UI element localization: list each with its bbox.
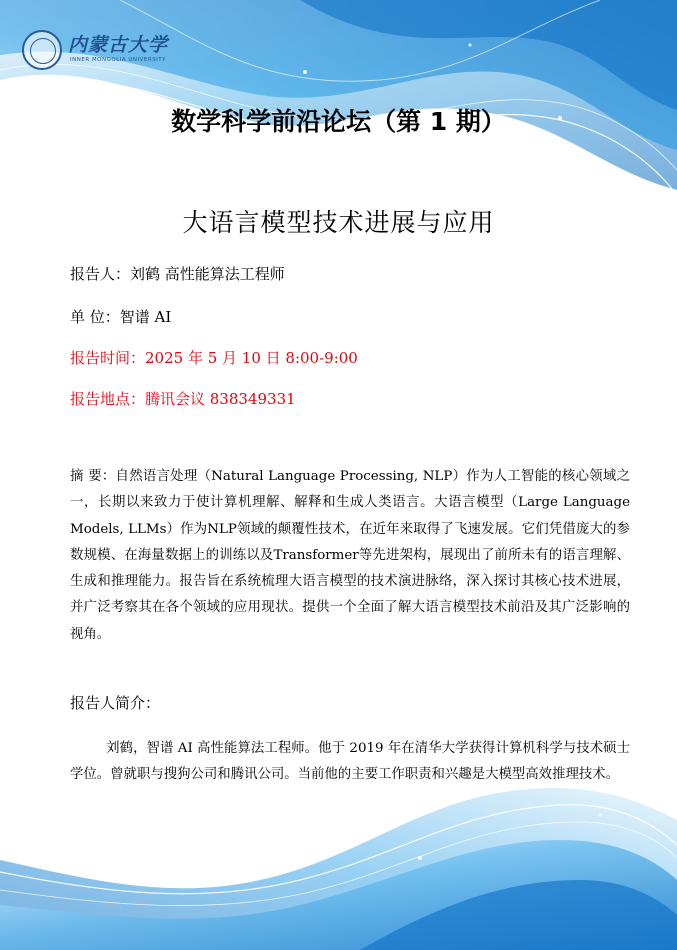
abstract-label: 摘 要： — [70, 469, 116, 484]
bio-heading: 报告人简介： — [70, 694, 161, 712]
talk-title: 大语言模型技术进展与应用 — [182, 208, 495, 237]
university-seal-icon — [22, 30, 62, 70]
location-line: 报告地点：腾讯会议 838349331 — [70, 390, 296, 408]
abstract-section — [70, 464, 630, 648]
time-line: 报告时间：2025 年 5 月 10 日 8:00-9:00 — [70, 349, 358, 367]
abstract-text: 自然语言处理（Natural Language Processing, NLP）作为人工智能的核心领域之一，长期以来致力于使计算机理解、解释和生成人类语言。大语言模型（Large Language Models, LLMs）作为NLP领域的颠覆性技术，在近年来取得了飞速发展。它们凭借庞大的参数规模、在海量数据上的训练以及Transformer等先进架构，展现出了前所未有的语言理解、生成和推理能力。报告旨在系统梳理大语言模型的技术演进脉络，深入探讨其核心技术进展，并广泛考察其在各个领域的应用现状。提供一个全面了解大语言模型技术前沿及其广泛影响的视角。 — [70, 469, 630, 642]
speaker-line: 报告人：刘鹤 高性能算法工程师 — [70, 265, 285, 283]
bio-text: 刘鹤，智谱 AI 高性能算法工程师。他于 2019 年在清华大学获得计算机科学与技术硕士学位。曾就职与搜狗公司和腾讯公司。当前他的主要工作职责和兴趣是大模型高效推理技术。 — [70, 741, 630, 783]
forum-title: 数学科学前沿论坛（第 1 期） — [171, 107, 506, 136]
unit-line: 单 位：智谱 AI — [70, 308, 172, 326]
university-logo-english: INNER MONGOLIA UNIVERSITY — [70, 57, 167, 63]
university-logo-name: 内蒙古大学 — [68, 34, 169, 56]
